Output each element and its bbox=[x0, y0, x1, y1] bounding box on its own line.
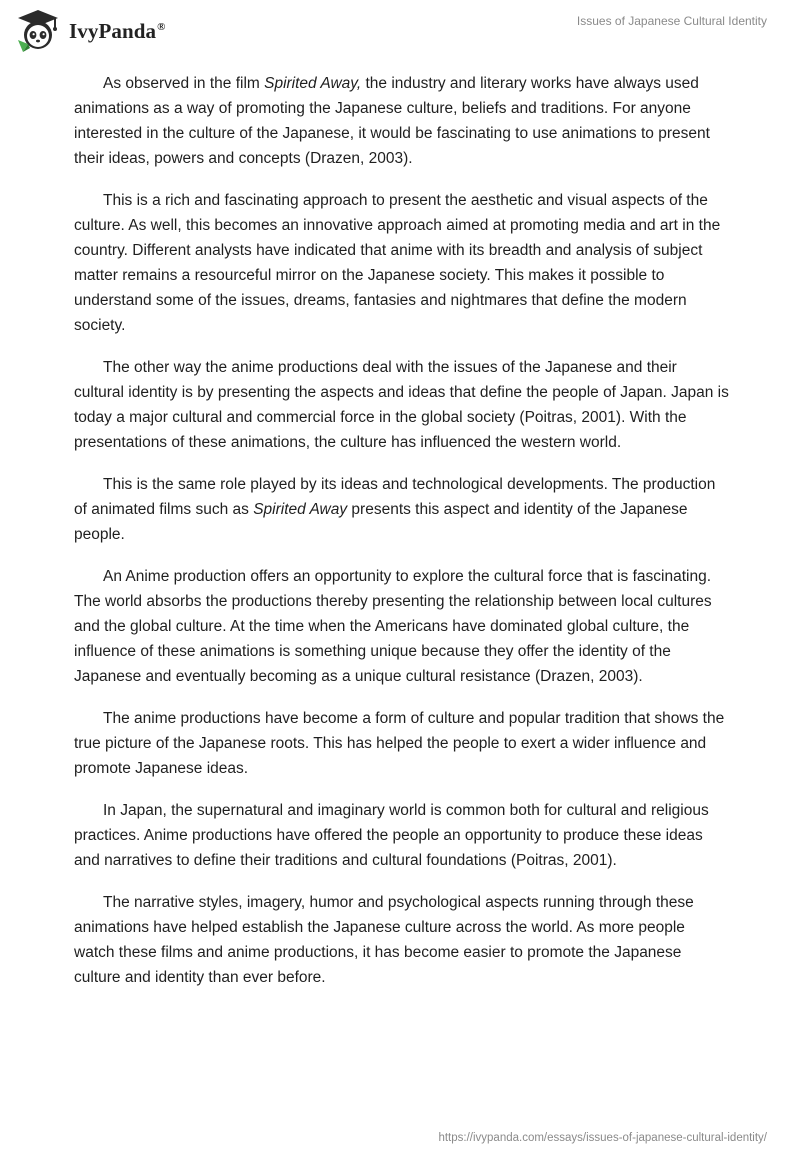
source-url[interactable]: https://ivypanda.com/essays/issues-of-japanese-cultural-identity/ bbox=[438, 1132, 767, 1144]
paragraph: The anime productions have become a form of culture and popular tradition that shows the true picture of the Japanese roots. This has helped the people to exert a wider influence and promote Japanese ideas. bbox=[74, 710, 725, 777]
registered-mark: ® bbox=[157, 20, 166, 33]
paragraph: An Anime production offers an opportunity to explore the cultural force that is fascinating. The world absorbs the productions thereby presenting the relationship between local cultures and the global culture. At the time when the Americans have dominated global culture, the influence of these animations is something unique because they offer the identity of the Japanese and eventually becoming as a unique cultural resistance (Drazen, 2003). bbox=[74, 568, 712, 685]
paragraph: This is a rich and fascinating approach to present the aesthetic and visual aspects of the culture. As well, this becomes an innovative approach aimed at promoting media and art in the country. Different analysts have indicated that anime with its breadth and analysis of subject matter remains a resourceful mirror on the Japanese society. This makes it possible to understand some of the issues, dreams, fantasies and nightmares that define the modern society. bbox=[74, 192, 721, 334]
paragraph: As observed in the film Spirited Away, the industry and literary works have always used animations as a way of promoting the Japanese culture, beliefs and traditions. For anyone interested in the culture of the Japanese, it would be fascinating to use animations to present their ideas, powers and concepts (Drazen, 2003). bbox=[74, 75, 710, 167]
paragraph: This is the same role played by its ideas and technological developments. The production of animated films such as Spirited Away presents this aspect and identity of the Japanese people. bbox=[74, 476, 716, 543]
page-title: Issues of Japanese Cultural Identity bbox=[576, 14, 767, 28]
logo[interactable] bbox=[14, 8, 166, 54]
paragraph: In Japan, the supernatural and imaginary world is common both for cultural and religious practices. Anime productions have offered the people an opportunity to produce these ideas and narratives to define their traditions and cultural foundations (Poitras, 2001). bbox=[74, 802, 709, 869]
paragraph: The other way the anime productions deal with the issues of the Japanese and their cultural identity is by presenting the aspects and ideas that define the people of Japan. Japan is today a major cultural and commercial force in the global society (Poitras, 2001). With the presentations of these animations, the culture has influenced the western world. bbox=[74, 359, 729, 451]
essay-body bbox=[74, 71, 729, 1007]
brand-name: IvyPanda® bbox=[69, 18, 166, 43]
panda-graduate-icon bbox=[14, 8, 62, 54]
page-header bbox=[0, 0, 800, 70]
paragraph: The narrative styles, imagery, humor and psychological aspects running through these animations have helped establish the Japanese culture across the world. As more people watch these films and anime productions, it has become easier to promote the Japanese culture and identity than ever before. bbox=[74, 894, 694, 986]
